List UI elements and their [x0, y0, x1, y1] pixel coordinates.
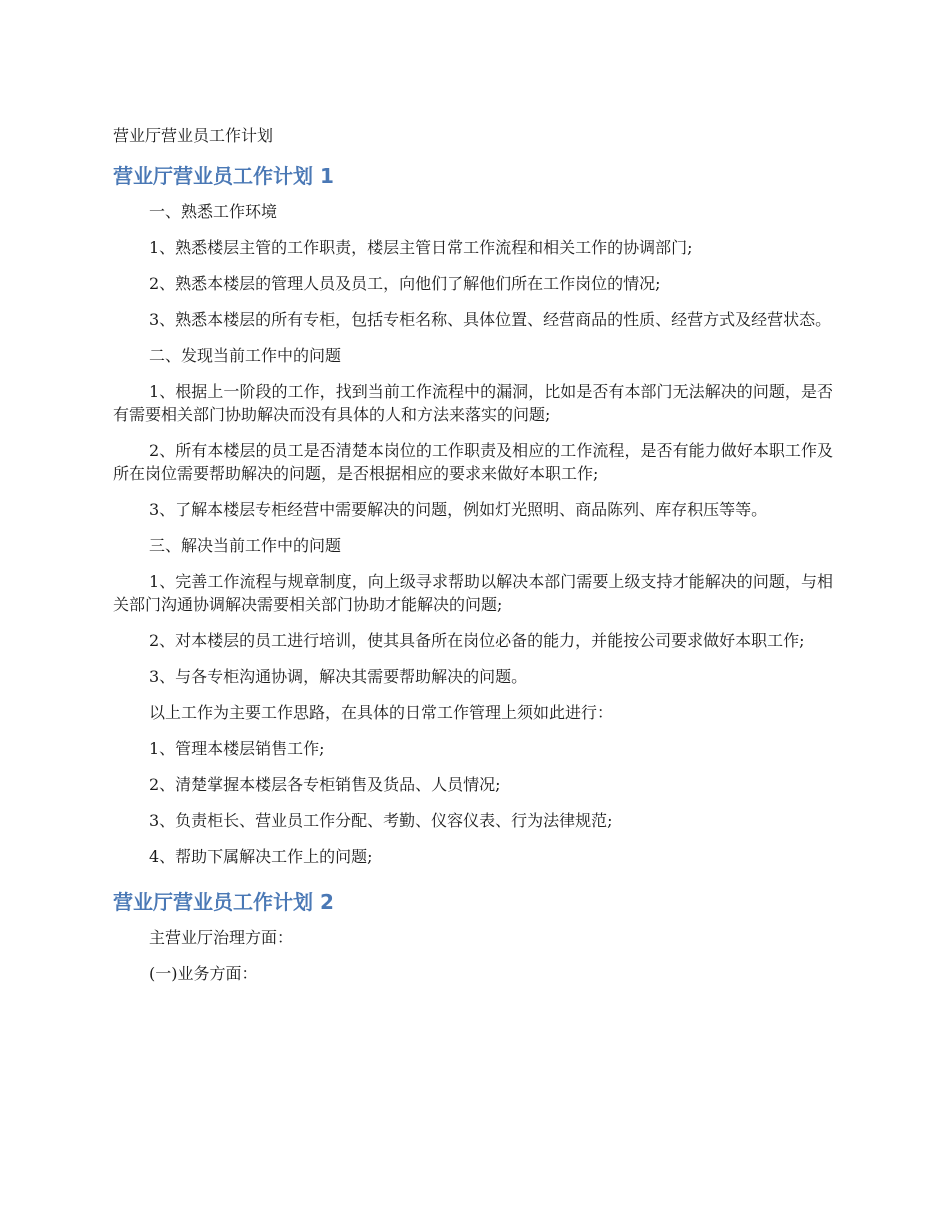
paragraph: 1、熟悉楼层主管的工作职责，楼层主管日常工作流程和相关工作的协调部门; [149, 238, 693, 257]
paragraph: 以上工作为主要工作思路，在具体的日常工作管理上须如此进行： [149, 703, 614, 722]
paragraph: 2、熟悉本楼层的管理人员及员工，向他们了解他们所在工作岗位的情况; [149, 274, 661, 293]
paragraph: 1、管理本楼层销售工作; [149, 739, 325, 758]
paragraph: (一)业务方面： [149, 964, 258, 983]
paragraph: 2、清楚掌握本楼层各专柜销售及货品、人员情况; [149, 775, 501, 794]
paragraph: 一、熟悉工作环境 [149, 202, 278, 221]
paragraph: 2、对本楼层的员工进行培训，使其具备所在岗位必备的能力，并能按公司要求做好本职工作; [149, 631, 805, 650]
paragraph: 3、与各专柜沟通协调，解决其需要帮助解决的问题。 [149, 667, 528, 686]
document-title: 营业厅营业员工作计划 [113, 126, 274, 145]
paragraph: 二、发现当前工作中的问题 [149, 346, 342, 365]
section-heading-2: 营业厅营业员工作计划 2 [113, 890, 334, 914]
paragraph: 2、所有本楼层的员工是否清楚本岗位的工作职责及相应的工作流程，是否有能力做好本职工作及所在岗位需要帮助解决的问题，是否根据相应的要求来做好本职工作; [113, 441, 833, 483]
paragraph: 3、负责柜长、营业员工作分配、考勤、仪容仪表、行为法律规范; [149, 811, 613, 830]
paragraph: 1、根据上一阶段的工作，找到当前工作流程中的漏洞，比如是否有本部门无法解决的问题，是否有需要相关部门协助解决而没有具体的人和方法来落实的问题; [113, 382, 833, 424]
paragraph: 三、解决当前工作中的问题 [149, 536, 342, 555]
paragraph: 3、了解本楼层专柜经营中需要解决的问题，例如灯光照明、商品陈列、库存积压等等。 [149, 500, 768, 519]
paragraph: 1、完善工作流程与规章制度，向上级寻求帮助以解决本部门需要上级支持才能解决的问题，与相关部门沟通协调解决需要相关部门协助才能解决的问题; [113, 572, 833, 614]
paragraph: 主营业厅治理方面： [149, 928, 294, 947]
paragraph: 3、熟悉本楼层的所有专柜，包括专柜名称、具体位置、经营商品的性质、经营方式及经营状态。 [149, 310, 832, 329]
section-heading-1: 营业厅营业员工作计划 1 [113, 164, 334, 188]
document-body [113, 124, 833, 998]
paragraph: 4、帮助下属解决工作上的问题; [149, 847, 373, 866]
